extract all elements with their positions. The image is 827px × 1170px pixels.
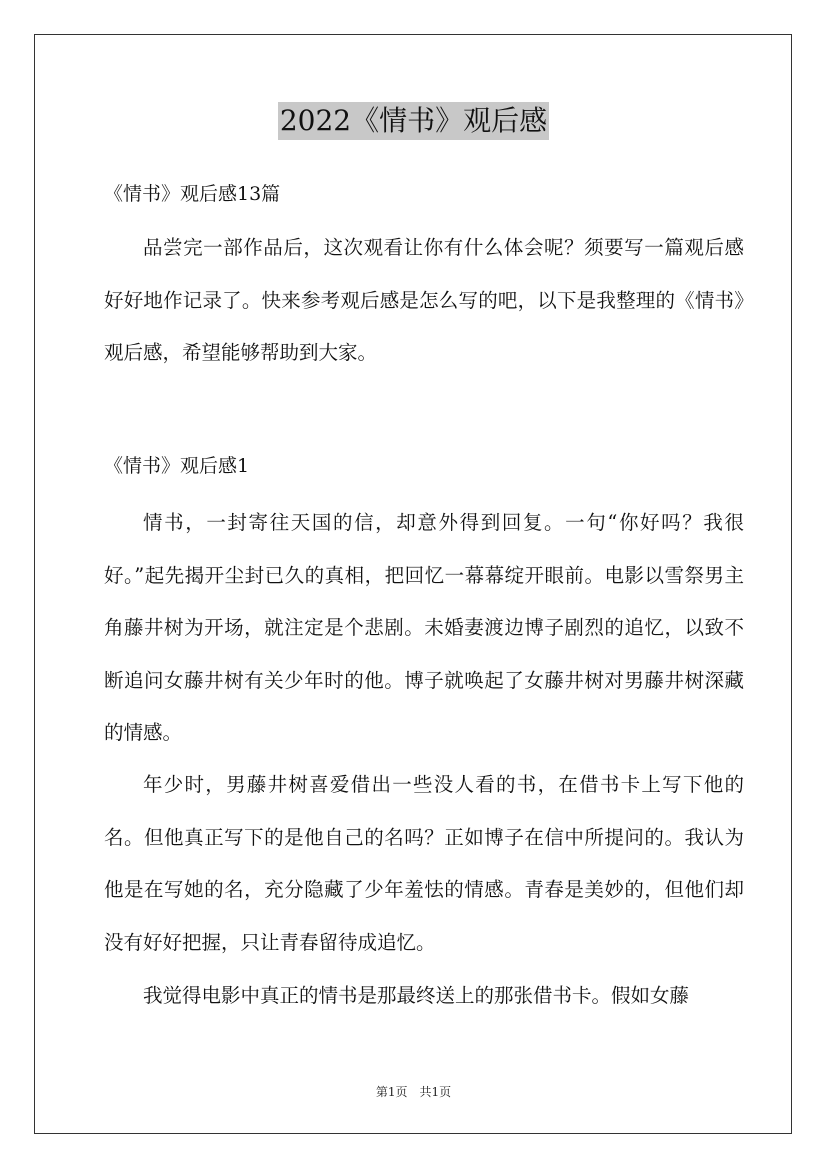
document-title: 2022《情书》观后感 (278, 102, 549, 140)
section-heading: 《情书》观后感1 (104, 455, 250, 477)
body-paragraph-3: 我觉得电影中真正的情书是那最终送上的那张借书卡。假如女藤 (143, 984, 690, 1007)
intro-paragraph: 品尝完一部作品后，这次观看让你有什么体会呢？须要写一篇观后感好好地作记录了。快来参考观后感是怎么写的吧，以下是我整理的《情书》观后感，希望能够帮助到大家。 (104, 236, 744, 364)
body-paragraph-2: 年少时，男藤井树喜爱借出一些没人看的书，在借书卡上写下他的名。但他真正写下的是他自己的名吗？正如博子在信中所提问的。我认为他是在写她的名，充分隐藏了少年羞怯的情感。青春是美妙的，但他们却没有好好把握，只让青春留待成追忆。 (104, 773, 744, 954)
document-subtitle: 《情书》观后感13篇 (104, 183, 281, 205)
body-paragraph-1: 情书，一封寄往天国的信，却意外得到回复。一句“你好吗？我很好。”起先揭开尘封已久的真相，把回忆一幕幕绽开眼前。电影以雪祭男主角藤井树为开场，就注定是个悲剧。未婚妻渡边博子剧烈的追忆，以致不断追问女藤井树有关少年时的他。博子就唤起了女藤井树对男藤井树深藏的情感。 (104, 511, 744, 744)
page-footer: 第1页 共1页 (375, 1085, 452, 1099)
title-wrap (0, 102, 827, 140)
